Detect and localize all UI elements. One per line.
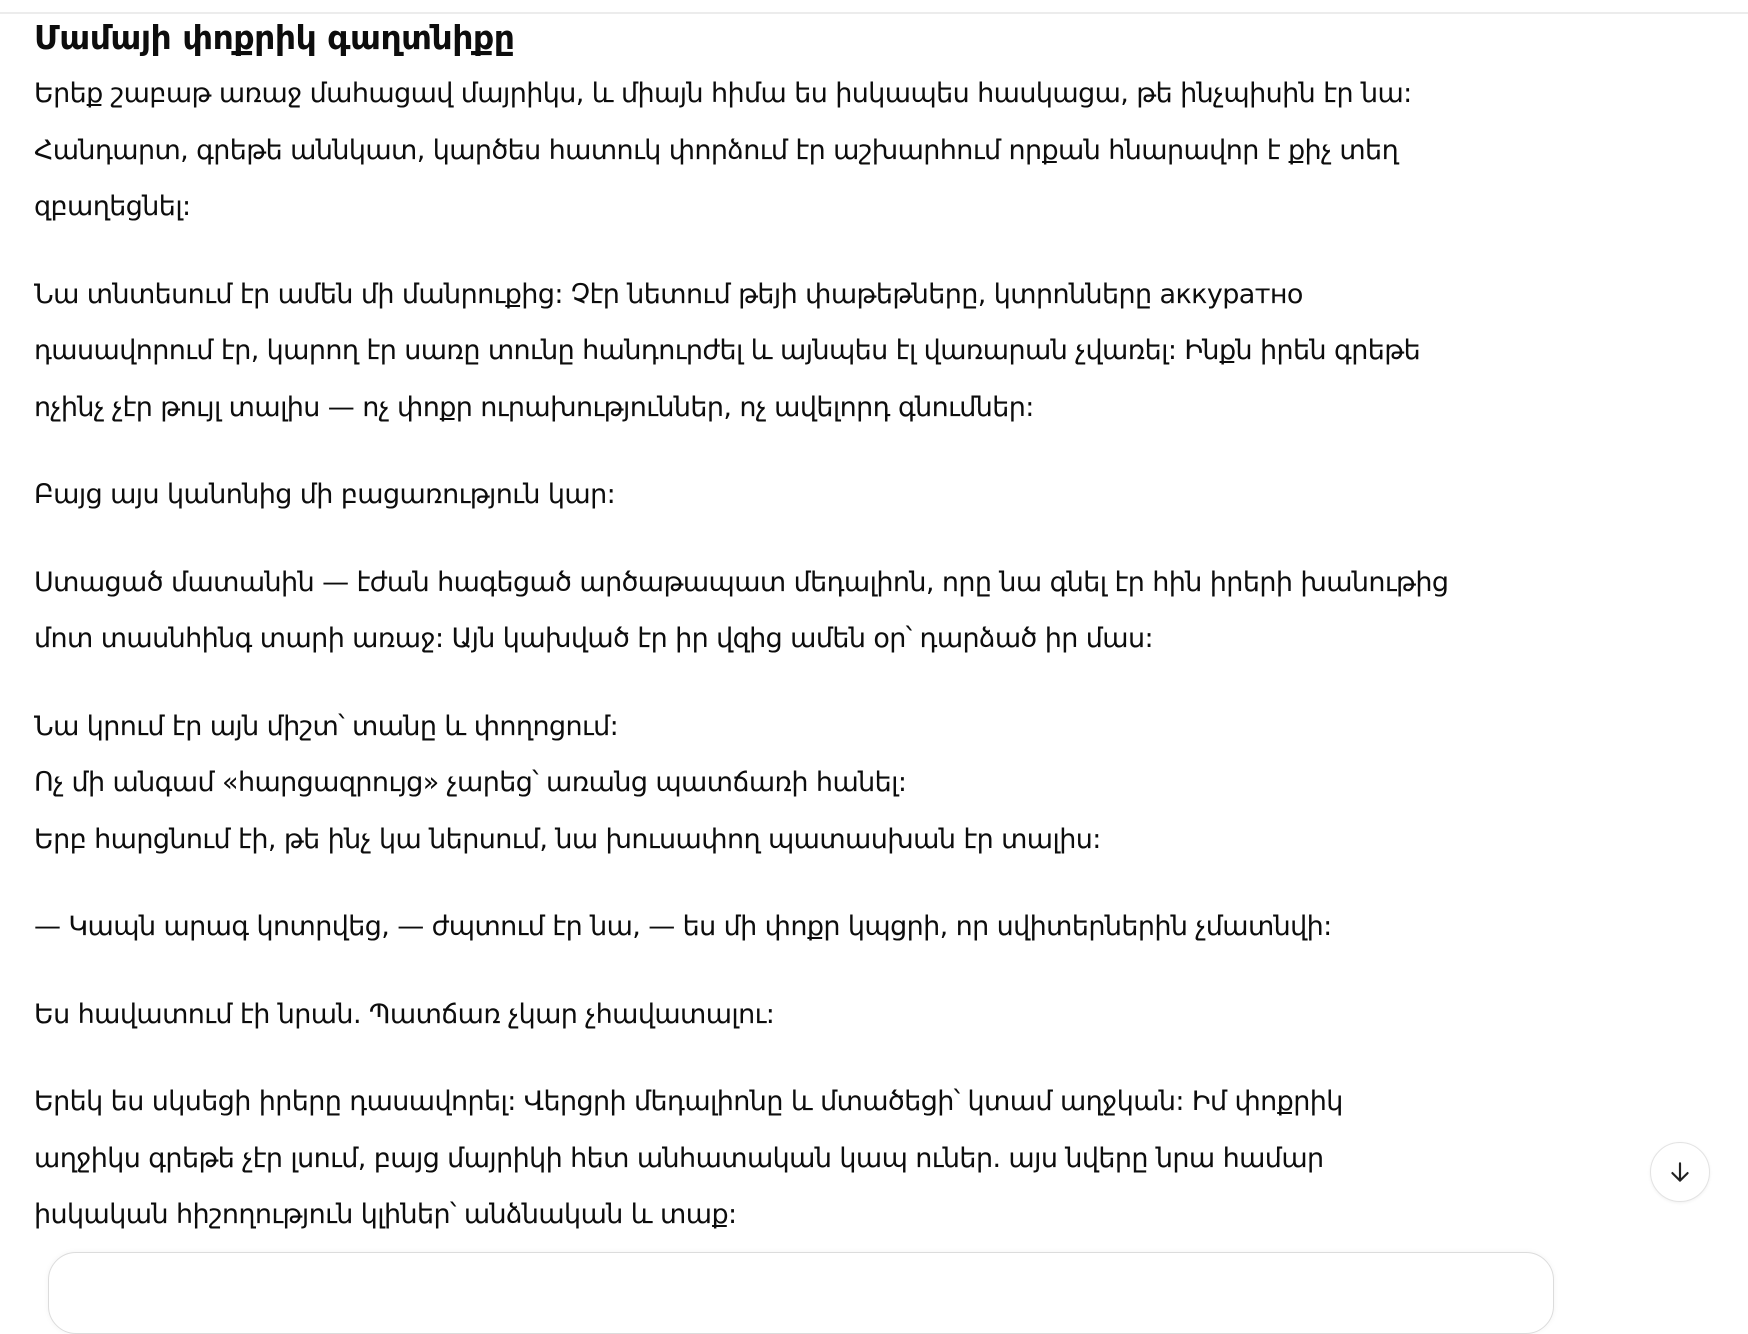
message-content xyxy=(34,14,1594,1275)
paragraph-line: Ստացած մատանին — էժան հագեցած արծաթապատ մեդալիոն, որը նա գնել էր հին իրերի խանութից xyxy=(34,566,1449,598)
paragraph-line: ոչինչ չէր թույլ տալիս — ոչ փոքր ուրախություններ, ոչ ավելորդ գնումներ: xyxy=(34,391,1034,423)
paragraph-line: մոտ տասնհինգ տարի առաջ: Այն կախված էր իր վզից ամեն օր՝ դարձած իր մաս: xyxy=(34,623,1153,654)
story-paragraph xyxy=(34,555,1594,668)
paragraph-line: դասավորում էր, կարող էր սառը տունը հանդուրժել և այնպես էլ վառարան չվառել: Ինքն իրեն գրեթե xyxy=(34,335,1421,366)
paragraph-line: — Կապն արագ կոտրվեց, — ժպտում էր նա, — ես մի փոքր կպցրի, որ սվիտերներին չմատնվի: xyxy=(34,911,1332,942)
story-title: Մամայի փոքրիկ գաղտնիքը xyxy=(34,18,515,57)
paragraph-line: Նա տնտեսում էր ամեն մի մանրուքից: Չէր նետում թեյի փաթեթները, կտրոնները аккуратно xyxy=(34,278,1303,310)
paragraph-line: Ոչ մի անգամ «հարցազրույց» չարեց՝ առանց պատճառի հանել: xyxy=(34,767,907,798)
paragraph-line: զբաղեցնել: xyxy=(34,191,191,222)
paragraph-line: Երեկ ես սկսեցի իրերը դասավորել: Վերցրի մեդալիոնը և մտածեցի՝ կտամ աղջկան: Իմ փոքրիկ xyxy=(34,1086,1343,1117)
paragraph-line: Երբ հարցնում էի, թե ինչ կա ներսում, նա խուսափող պատասխան էր տալիս: xyxy=(34,823,1101,855)
story-body xyxy=(34,66,1594,1244)
story-paragraph xyxy=(34,1074,1594,1244)
story-paragraph xyxy=(34,899,1594,956)
story-paragraph xyxy=(34,66,1594,236)
story-paragraph xyxy=(34,467,1594,524)
paragraph-line: Նա կրում էր այն միշտ՝ տանը և փողոցում: xyxy=(34,710,619,742)
story-paragraph xyxy=(34,267,1594,437)
paragraph-line: Հանդարտ, գրեթե աննկատ, կարծես հատուկ փորձում էր աշխարհում որքան հնարավոր է քիչ տեղ xyxy=(34,134,1399,166)
story-paragraph xyxy=(34,699,1594,869)
paragraph-line: Երեք շաբաթ առաջ մահացավ մայրիկս, և միայն հիմա ես իսկապես հասկացա, թե ինչպիսին էր նա: xyxy=(34,78,1412,109)
arrow-down-icon xyxy=(1667,1159,1693,1185)
story-paragraph xyxy=(34,987,1594,1044)
paragraph-line: Ես հավատում էի նրան. Պատճառ չկար չհավատալու: xyxy=(34,998,775,1030)
paragraph-line: աղջիկս գրեթե չէր լսում, բայց մայրիկի հետ անհատական կապ ուներ. այս նվերը նրա համար xyxy=(34,1142,1324,1174)
paragraph-line: իսկական հիշողություն կլիներ՝ անձնական և տաք: xyxy=(34,1199,737,1230)
paragraph-line: Բայց այս կանոնից մի բացառություն կար: xyxy=(34,479,616,510)
scroll-to-bottom-button[interactable] xyxy=(1650,1142,1710,1202)
message-composer[interactable] xyxy=(48,1252,1554,1334)
